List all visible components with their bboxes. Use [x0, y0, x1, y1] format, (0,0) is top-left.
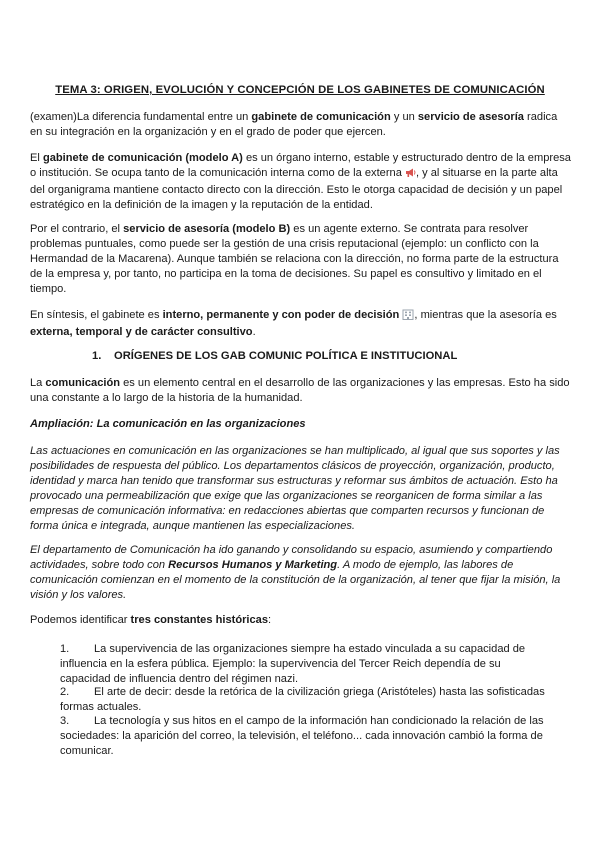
section-heading	[92, 349, 562, 364]
gabinete-paragraph: El gabinete de comunicación (modelo A) es un órgano interno, estable y estructurado dentro de la empresa o institución. Se ocupa tanto de la comunicación interna como de la externa , y al situarse en la parte alta del organigrama mantiene contacto directo con la dirección. Esto le otorga capacidad de decisión y un papel estratégico en la definición de la imagen y la reputación de la entidad.	[30, 152, 571, 211]
section-number: 1.	[92, 350, 102, 362]
list-item: 3. La tecnología y sus hitos en el campo de la información han condicionado la relación de las sociedades: la aparición del correo, la televisión, el teléfono... cada innovación cambió la forma de comunicar.	[60, 715, 544, 757]
ampliacion-heading: Ampliación: La comunicación en las organizaciones	[30, 418, 306, 430]
constantes-paragraph: Podemos identificar tres constantes históricas:	[30, 614, 272, 626]
megaphone-icon	[405, 167, 416, 183]
document-title: TEMA 3: ORIGEN, EVOLUCIÓN Y CONCEPCIÓN DE LOS GABINETES DE COMUNICACIÓN	[55, 84, 545, 96]
section-heading-text: ORÍGENES DE LOS GAB COMUNIC POLÍTICA E INSTITUCIONAL	[114, 350, 458, 362]
comunicacion-paragraph: La comunicación es un elemento central en el desarrollo de las organizaciones y las empresas. Esto ha sido una constante a lo largo de la historia de la humanidad.	[30, 377, 570, 404]
servicio-paragraph: Por el contrario, el servicio de asesoría (modelo B) es un agente externo. Se contrata para resolver problemas puntuales, como puede ser la gestión de una crisis reputacional (ejemplo: un conflicto con la Hermandad de la Macarena). Aunque también se relaciona con la dirección, no forma parte de la estructura de la empresa y, por tanto, no participa en la toma de decisiones. Su papel es consultivo y limitado en el tiempo.	[30, 223, 559, 295]
list-item: 2. El arte de decir: desde la retórica de la civilización griega (Aristóteles) hasta las sofisticadas formas actuales.	[60, 686, 545, 713]
intro-paragraph: (examen)La diferencia fundamental entre un gabinete de comunicación y un servicio de asesoría radica en su integración en la organización y en el grado de poder que ejercen.	[30, 111, 558, 138]
sintesis-paragraph: En síntesis, el gabinete es interno, permanente y con poder de decisión , mientras que la asesoría es externa, temporal y de carácter consultivo.	[30, 309, 557, 338]
list-item: 1. La supervivencia de las organizaciones siempre ha estado vinculada a su capacidad de influencia en la esfera pública. Ejemplo: la supervivencia del Tercer Reich dependía de su capacidad de influencia dentro del régimen nazi.	[60, 643, 526, 685]
office-building-icon	[402, 309, 414, 325]
ampliacion-paragraph-2: El departamento de Comunicación ha ido ganando y consolidando su espacio, asumiendo y compartiendo actividades, sobre todo con Recursos Humanos y Marketing. A modo de ejemplo, las labores de comunicación comienzan en el momento de la constitución de la organización, al tener que fijar la misión, la visión y los valores.	[30, 544, 561, 601]
ampliacion-paragraph-1: Las actuaciones en comunicación en las organizaciones se han multiplicado, al igual que sus soportes y las posibilidades de respuesta del público. Los departamentos clásicos de proyección, organización, producto, identidad y marca han tenido que transformar sus estructuras y reformar sus ámbitos de actuación. Esto ha provocado una permeabilización que exige que las organizaciones se reorganicen de forma similar a las empresas de comunicación informativa: en redacciones abiertas que comparten recursos y funcionan de forma única e integrada, aunque mantienen las especializaciones.	[30, 445, 560, 532]
